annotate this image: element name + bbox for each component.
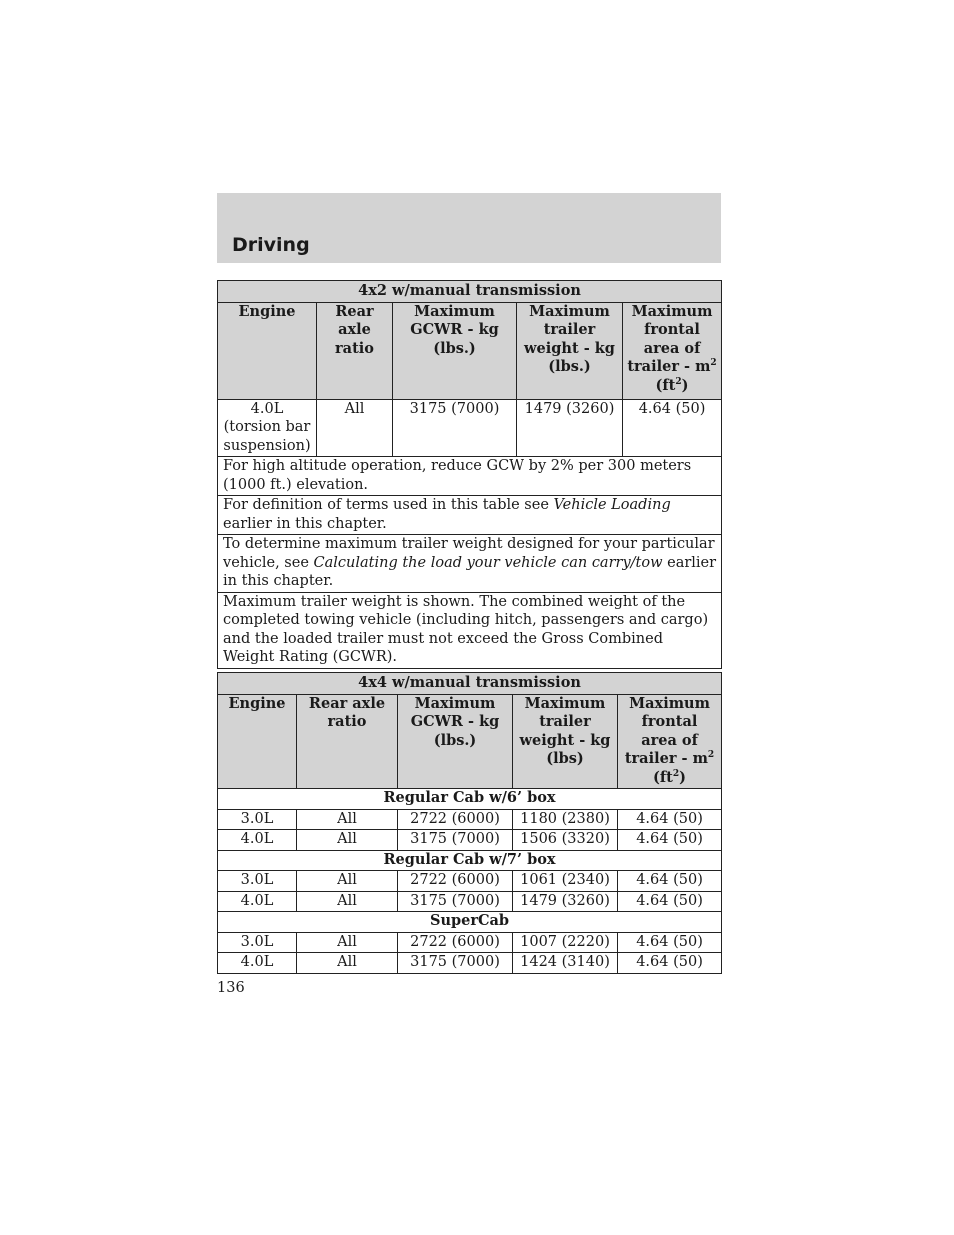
cell-ratio: All (297, 953, 398, 974)
note-text: earlier in this chapter. (223, 554, 717, 589)
note-definition (218, 496, 722, 535)
column-header-rear-axle: Rear axle ratio (297, 694, 398, 789)
cell-engine: 4.0L (torsion bar suspension) (218, 399, 317, 457)
table-title-row (218, 673, 722, 695)
cell-trailer: 1007 (2220) (513, 932, 618, 953)
cell-gcwr: 3175 (7000) (398, 830, 513, 851)
cell-gcwr: 3175 (7000) (398, 953, 513, 974)
table-row (218, 891, 722, 912)
cell-gcwr: 2722 (6000) (398, 932, 513, 953)
group-row (218, 789, 722, 810)
cell-engine: 4.0L (218, 891, 297, 912)
note-row (218, 457, 722, 496)
column-header-rear-axle: Rear axle ratio (317, 302, 393, 399)
frontal-area-label-mid: (ft (655, 376, 676, 394)
table-header-row (218, 302, 722, 399)
column-header-frontal-area (623, 302, 722, 399)
superscript: 2 (672, 768, 680, 779)
table-row (218, 953, 722, 974)
cell-area: 4.64 (50) (618, 953, 722, 974)
cell-ratio: All (297, 809, 398, 830)
frontal-area-label-end: ) (679, 768, 686, 786)
reference-calculating-load: Calculating the load your vehicle can carry/tow (313, 554, 663, 571)
table-row (218, 830, 722, 851)
table-row (218, 871, 722, 892)
column-header-engine: Engine (218, 302, 317, 399)
cell-engine: 4.0L (218, 953, 297, 974)
towing-table-4x2 (217, 280, 722, 669)
note-row (218, 535, 722, 593)
cell-trailer: 1180 (2380) (513, 809, 618, 830)
table-row (218, 399, 722, 457)
cell-area: 4.64 (50) (618, 871, 722, 892)
cell-gcwr: 2722 (6000) (398, 871, 513, 892)
note-text: To determine maximum trailer weight designed for your particular vehicle, see (223, 536, 715, 571)
superscript: 2 (707, 750, 715, 761)
note-text: earlier in this chapter. (223, 515, 387, 532)
reference-vehicle-loading: Vehicle Loading (553, 497, 671, 513)
table-row (218, 809, 722, 830)
column-header-trailer-weight: Maximum trailer weight - kg (lbs.) (517, 302, 623, 399)
cell-ratio: All (297, 932, 398, 953)
note-gcwr: Maximum trailer weight is shown. The combined weight of the completed towing vehicle (including hitch, passengers and cargo) and the loaded trailer must not exceed the Gross Combined Weight Rating (GCWR). (218, 592, 722, 668)
cell-engine: 3.0L (218, 809, 297, 830)
frontal-area-label: Maximum frontal area of trailer - m (624, 694, 710, 767)
frontal-area-label-mid: (ft (653, 768, 673, 786)
column-header-trailer-weight: Maximum trailer weight - kg (lbs) (513, 694, 618, 789)
superscript: 2 (710, 358, 717, 369)
note-text: For definition of terms used in this table see (223, 497, 554, 513)
superscript: 2 (675, 376, 682, 387)
group-label-regular-cab-6: Regular Cab w/6’ box (218, 789, 722, 810)
column-header-gcwr: Maximum GCWR - kg (lbs.) (398, 694, 513, 789)
section-header-band (217, 193, 721, 263)
cell-trailer: 1479 (3260) (513, 891, 618, 912)
column-header-frontal-area (618, 694, 722, 789)
cell-area: 4.64 (50) (618, 891, 722, 912)
table-row (218, 932, 722, 953)
group-label-regular-cab-7: Regular Cab w/7’ box (218, 850, 722, 871)
note-determine (218, 535, 722, 593)
cell-area: 4.64 (50) (618, 932, 722, 953)
cell-ratio: All (297, 871, 398, 892)
group-label-supercab: SuperCab (218, 912, 722, 933)
note-row (218, 496, 722, 535)
frontal-area-label-end: ) (681, 376, 689, 394)
cell-trailer: 1506 (3320) (513, 830, 618, 851)
section-title: Driving (232, 234, 310, 256)
cell-area: 4.64 (50) (618, 809, 722, 830)
cell-gcwr: 3175 (7000) (398, 891, 513, 912)
cell-ratio: All (297, 891, 398, 912)
cell-trailer: 1061 (2340) (513, 871, 618, 892)
cell-trailer: 1424 (3140) (513, 953, 618, 974)
group-row (218, 912, 722, 933)
cell-engine: 3.0L (218, 932, 297, 953)
table-header-row (218, 694, 722, 789)
cell-engine: 3.0L (218, 871, 297, 892)
cell-gcwr: 2722 (6000) (398, 809, 513, 830)
column-header-engine: Engine (218, 694, 297, 789)
column-header-gcwr: Maximum GCWR - kg (lbs.) (393, 302, 517, 399)
note-row (218, 592, 722, 668)
cell-gcwr: 3175 (7000) (393, 399, 517, 457)
table-title: 4x4 w/manual transmission (218, 673, 722, 695)
note-altitude: For high altitude operation, reduce GCW by 2% per 300 meters (1000 ft.) elevation. (218, 457, 722, 496)
page-number: 136 (217, 980, 245, 996)
frontal-area-label: Maximum frontal area of trailer - m (627, 302, 713, 375)
table-title: 4x2 w/manual transmission (218, 281, 722, 303)
cell-ratio: All (297, 830, 398, 851)
cell-ratio: All (317, 399, 393, 457)
towing-table-4x4 (217, 672, 722, 974)
cell-area: 4.64 (50) (623, 399, 722, 457)
group-row (218, 850, 722, 871)
table-title-row (218, 281, 722, 303)
cell-engine: 4.0L (218, 830, 297, 851)
cell-area: 4.64 (50) (618, 830, 722, 851)
cell-trailer: 1479 (3260) (517, 399, 623, 457)
